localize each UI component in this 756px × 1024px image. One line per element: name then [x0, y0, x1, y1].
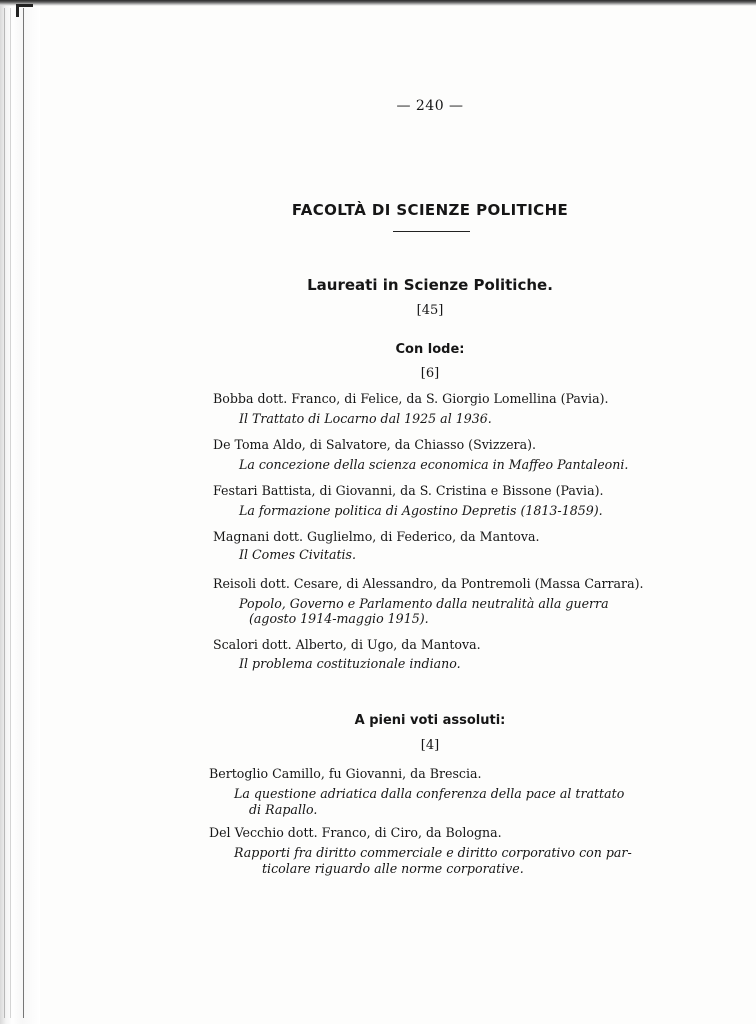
thesis-title: Il Comes Civitatis.: [239, 547, 357, 562]
section-title: Laureati in Scienze Politiche.: [307, 276, 553, 294]
thesis-title: Popolo, Governo e Parlamento dalla neutralità alla guerra: [239, 596, 609, 611]
graduate-name: Reisoli dott. Cesare, di Alessandro, da Pontremoli (Massa Carrara).: [213, 576, 644, 591]
graduate-name: Del Vecchio dott. Franco, di Ciro, da Bologna.: [209, 825, 502, 840]
con-lode-count: [6]: [420, 366, 440, 381]
binding-edge: [0, 0, 40, 1024]
scan-top-edge: [0, 0, 756, 6]
graduate-name: Magnani dott. Guglielmo, di Federico, da Mantova.: [213, 529, 540, 544]
thesis-title: La concezione della scienza economica in Maffeo Pantaleoni.: [239, 457, 629, 472]
graduate-name: Scalori dott. Alberto, di Ugo, da Mantova.: [213, 637, 481, 652]
faculty-title: FACOLTÀ DI SCIENZE POLITICHE: [291, 201, 569, 219]
thesis-title: Il Trattato di Locarno dal 1925 al 1936.: [239, 411, 492, 426]
thesis-title: Rapporti fra diritto commerciale e diritto corporativo con par-: [234, 845, 632, 860]
graduate-name: Bobba dott. Franco, di Felice, da S. Giorgio Lomellina (Pavia).: [213, 391, 609, 406]
page-number: — 240 —: [396, 98, 464, 114]
pieni-voti-heading: A pieni voti assoluti:: [354, 713, 506, 728]
thesis-title: Il problema costituzionale indiano.: [239, 656, 461, 671]
pieni-voti-count: [4]: [420, 738, 440, 753]
section-count: [45]: [416, 303, 444, 318]
graduate-name: De Toma Aldo, di Salvatore, da Chiasso (Svizzera).: [213, 437, 537, 452]
binding-line: [4, 8, 5, 1018]
thesis-title-continued: di Rapallo.: [249, 802, 318, 817]
thesis-title-continued: (agosto 1914-maggio 1915).: [249, 611, 429, 626]
binding-line: [10, 8, 11, 1018]
thesis-title-continued: ticolare riguardo alle norme corporative.: [262, 861, 524, 876]
title-rule: [393, 231, 470, 232]
thesis-title: La formazione politica di Agostino Depretis (1813-1859).: [239, 503, 603, 518]
graduate-name: Festari Battista, di Giovanni, da S. Cristina e Bissone (Pavia).: [213, 483, 604, 498]
binding-line: [23, 8, 24, 1018]
corner-mark: [16, 4, 33, 17]
thesis-title: La questione adriatica dalla conferenza della pace al trattato: [234, 786, 625, 801]
graduate-name: Bertoglio Camillo, fu Giovanni, da Brescia.: [209, 766, 482, 781]
con-lode-heading: Con lode:: [395, 342, 465, 357]
